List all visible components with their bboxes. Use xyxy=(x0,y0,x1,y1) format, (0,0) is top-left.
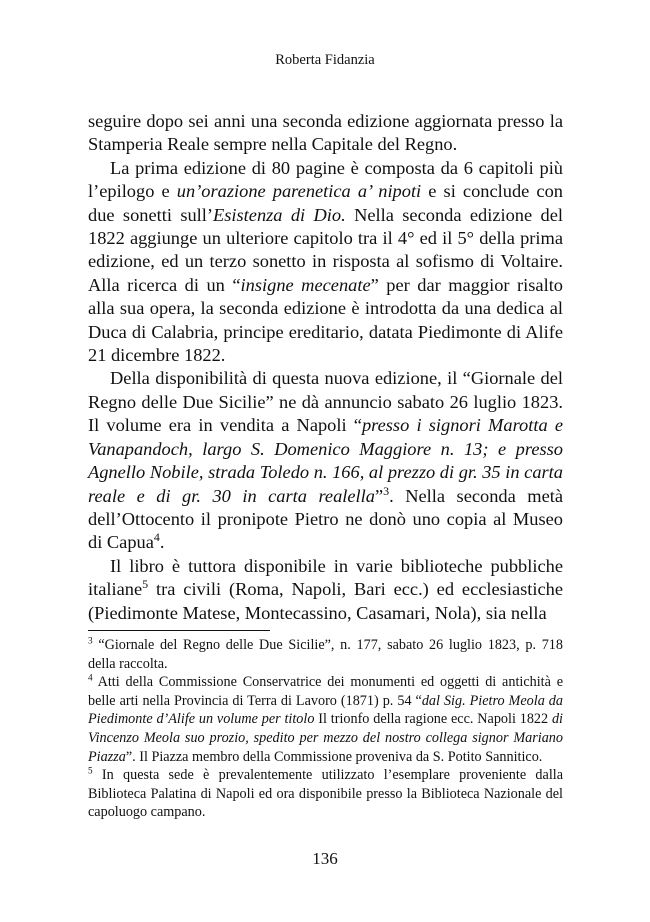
text-run: . xyxy=(159,532,165,553)
paragraph-3 xyxy=(88,367,563,554)
footnotes xyxy=(88,636,563,822)
italic-run: Esistenza di Dio. xyxy=(213,204,346,225)
footnote-ref-4[interactable]: 4 xyxy=(153,530,160,545)
text-run: La prima edizione di 80 pagine è composta da 6 capitoli più l’epilogo e xyxy=(88,157,563,202)
text-run: Nella seconda edizione del 1822 aggiunge un ulteriore capitolo tra il 4° ed il 5° della prima edizione, ed un terzo sonetto in risposta al sofismo di Voltaire. Alla ricerca di un “ xyxy=(88,204,563,295)
text-run: Il libro è tuttora disponibile in varie biblioteche pubbliche italiane xyxy=(88,555,563,600)
footnote-ref-3[interactable]: 3 xyxy=(383,483,390,498)
running-header: Roberta Fidanzia xyxy=(275,52,375,68)
text-run: tra civili (Roma, Napoli, Bari ecc.) ed ecclesiastiche (Piedimonte Matese, Montecassino, Casamari, Nola), sia nella xyxy=(88,579,563,623)
italic-run: presso i signori Marotta e Vanapandoch, largo S. Domenico Maggiore n. 13; e presso Agnello Nobile, strada Toledo n. 166, al prezzo di gr. 35 in carta reale e di gr. 30 in carta realella xyxy=(88,415,563,506)
footnote-3 xyxy=(88,636,563,673)
footnote-text: Il trionfo della ragione ecc. Napoli 1822 xyxy=(314,711,552,728)
body-text xyxy=(88,110,563,625)
footnote-italic: di Vincenzo Meola suo prozio, spedito per mezzo del nostro collega signor Mariano Piazza xyxy=(88,711,563,765)
text-run: ” xyxy=(374,485,384,506)
text-run: . Nella seconda metà dell’Ottocento il pronipote Pietro ne donò uno copia al Museo di Capua xyxy=(88,485,563,553)
footnote-text: In questa sede è prevalentemente utilizzato l’esemplare proveniente dalla Biblioteca Palatina di Napoli ed ora disponibile presso la Biblioteca Nazionale del capoluogo campano. xyxy=(88,767,563,821)
footnote-number: 4 xyxy=(88,672,93,683)
page-number: 136 xyxy=(312,849,338,868)
footnote-text: “Giornale del Regno delle Due Sicilie”, n. 177, sabato 26 luglio 1823, p. 718 della raccolta. xyxy=(88,637,563,672)
footnote-4 xyxy=(88,673,563,766)
paragraph-2 xyxy=(88,157,563,368)
footnote-number: 5 xyxy=(88,765,93,776)
footnote-divider xyxy=(88,630,270,631)
italic-run: insigne mecenate xyxy=(240,274,371,295)
footnote-ref-5[interactable]: 5 xyxy=(142,577,149,591)
paragraph-4 xyxy=(88,555,563,625)
footnote-text: ”. Il Piazza membro della Commissione proveniva da S. Potito Sannitico. xyxy=(125,748,543,765)
footnote-italic: dal Sig. Pietro Meola da Piedimonte d’Alife un volume per titolo xyxy=(88,692,563,728)
footnote-text: Atti della Commissione Conservatrice dei monumenti ed oggetti di antichità e belle arti nella Provincia di Terra di Lavoro (1871) p. 54 “ xyxy=(88,674,563,709)
footnote-5 xyxy=(88,766,563,822)
paragraph-1: seguire dopo sei anni una seconda edizione aggiornata presso la Stamperia Reale sempre nella Capitale del Regno. xyxy=(88,111,563,155)
text-run: ” per dar maggior risalto alla sua opera, la seconda edizione è introdotta da una dedica al Duca di Calabria, principe ereditario, datata Piedimonte di Alife 21 dicembre 1822. xyxy=(88,274,563,366)
text-run: e si conclude con due sonetti sull’ xyxy=(88,181,563,225)
italic-run: un’orazione parenetica a’ nipoti xyxy=(176,181,422,202)
footnote-number: 3 xyxy=(88,635,93,646)
text-run: Della disponibilità di questa nuova edizione, il “Giornale del Regno delle Due Sicilie” ne dà annuncio sabato 26 luglio 1823. Il volume era in vendita a Napoli “ xyxy=(88,368,563,436)
